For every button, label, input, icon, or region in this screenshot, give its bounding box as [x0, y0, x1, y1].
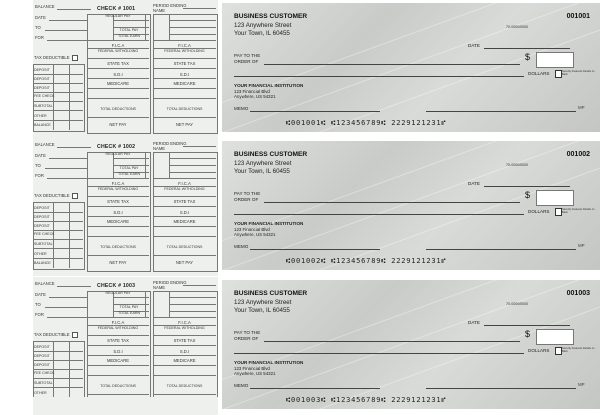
customer-street: 123 Anywhere Street [234, 160, 292, 167]
pay-to-label: PAY TO THE [234, 330, 261, 335]
check-stub: BALANCE CHECK # 1001 PERIOD ENDING NAME DATE TO FOR REGULAR PAY TOTAL PAY TOTAL EARN F.I.C.A FEDERAL WITHOLDING STATE TAX S.D.I MEDICARE TOTAL DEDUCTIONS NET PAY F.I.C.A FEDERAL WITHOLDING STATE TAX S.D.I MEDICARE TOTAL DEDUCTIONS NET PAY TAX DEDUCTIBLE DEPOSIT DEPOSIT DEPOSIT FEE CHECK SUBTOTAL OTHER BALANCE [33, 0, 218, 138]
signature-line[interactable] [426, 249, 576, 250]
customer-name: BUSINESS CUSTOMER [234, 151, 308, 158]
routing-fraction: 70-0000/0000 [506, 302, 529, 306]
memo-line[interactable] [250, 249, 380, 250]
date-label: DATE [35, 292, 46, 297]
dollar-sign: $ [525, 52, 531, 62]
micr-line: ⑆001003⑆ ⑆123456789⑆ 2229121231⑈ [286, 396, 447, 404]
name-label: NAME [153, 285, 166, 290]
tax-deductible-checkbox[interactable] [72, 55, 78, 61]
check-stub: BALANCE CHECK # 1003 PERIOD ENDING NAME DATE TO FOR REGULAR PAY TOTAL PAY TOTAL EARN F.I.C.A FEDERAL WITHOLDING STATE TAX S.D.I MEDICARE TOTAL DEDUCTIONS F.I.C.A FEDERAL WITHOLDING STATE TAX S.D.I MEDICARE TOTAL DEDUCTIONS TAX DEDUCTIBLE DEPOSIT DEPOSIT DEPOSIT FEE CHECK SUBTOTAL OTHER [33, 277, 218, 415]
amount-words-line[interactable] [234, 76, 524, 77]
bank-street: 123 Financial Blvd [234, 227, 270, 232]
tax-deductible-label: TAX DEDUCTIBLE [34, 193, 70, 198]
bank-name: YOUR FINANCIAL INSTITUTION [234, 83, 304, 88]
order-of-label: ORDER OF [234, 336, 259, 341]
tax-deductible-label: TAX DEDUCTIBLE [34, 55, 70, 60]
for-label: FOR [35, 173, 44, 178]
lock-icon [555, 208, 562, 216]
amount-words-line[interactable] [234, 214, 524, 215]
signature-line[interactable] [426, 388, 576, 389]
micr-line: ⑆001001⑆ ⑆123456789⑆ 2229121231⑈ [286, 119, 447, 127]
payee-line[interactable] [264, 64, 520, 65]
security-features-note: Security Features Details on Back [562, 208, 595, 215]
for-label: FOR [35, 312, 44, 317]
memo-label: MEMO [234, 383, 249, 388]
dollars-label: DOLLARS [528, 348, 550, 353]
check-number: 001001 [566, 13, 590, 20]
bank-name: YOUR FINANCIAL INSTITUTION [234, 221, 304, 226]
micr-line: ⑆001002⑆ ⑆123456789⑆ 2229121231⑈ [286, 257, 447, 265]
dollar-sign: $ [525, 329, 531, 339]
routing-fraction: 70-0000/0000 [506, 163, 529, 167]
customer-city: Your Town, IL 60455 [234, 168, 290, 175]
order-of-label: ORDER OF [234, 197, 259, 202]
check [222, 280, 600, 409]
date-label: DATE [468, 320, 480, 325]
order-of-label: ORDER OF [234, 59, 259, 64]
to-label: TO [35, 302, 41, 307]
check [222, 3, 600, 132]
check-row [0, 138, 600, 276]
payee-line[interactable] [264, 341, 520, 342]
pay-to-label: PAY TO THE [234, 53, 261, 58]
date-line[interactable] [484, 325, 570, 326]
check-stub: BALANCE CHECK # 1002 PERIOD ENDING NAME DATE TO FOR REGULAR PAY TOTAL PAY TOTAL EARN F.I.C.A FEDERAL WITHOLDING STATE TAX S.D.I MEDICARE TOTAL DEDUCTIONS NET PAY F.I.C.A FEDERAL WITHOLDING STATE TAX S.D.I MEDICARE TOTAL DEDUCTIONS NET PAY TAX DEDUCTIBLE DEPOSIT DEPOSIT DEPOSIT FEE CHECK SUBTOTAL OTHER BALANCE [33, 138, 218, 276]
for-label: FOR [35, 35, 44, 40]
memo-line[interactable] [250, 388, 380, 389]
date-label: DATE [468, 43, 480, 48]
memo-label: MEMO [234, 106, 249, 111]
stub-check-number: CHECK # 1002 [97, 144, 136, 150]
pay-to-label: PAY TO THE [234, 191, 261, 196]
check-row [0, 0, 600, 138]
security-features-note: Security Features Details on Back [562, 70, 595, 77]
check-number: 001003 [566, 290, 590, 297]
signature-line[interactable] [426, 111, 576, 112]
date-line[interactable] [484, 48, 570, 49]
bank-street: 123 Financial Blvd [234, 89, 270, 94]
mp-mark: MP [578, 382, 585, 387]
date-label: DATE [35, 153, 46, 158]
tax-deductible-label: TAX DEDUCTIBLE [34, 332, 70, 337]
bank-name: YOUR FINANCIAL INSTITUTION [234, 360, 304, 365]
name-label: NAME [153, 146, 166, 151]
amount-words-line[interactable] [234, 353, 524, 354]
stub-check-number: CHECK # 1001 [97, 6, 136, 12]
dollars-label: DOLLARS [528, 209, 550, 214]
date-label: DATE [35, 15, 46, 20]
dollars-label: DOLLARS [528, 71, 550, 76]
lock-icon [555, 70, 562, 78]
tax-deductible-checkbox[interactable] [72, 332, 78, 338]
bank-city: Anywhere, US 54321 [234, 94, 276, 99]
customer-street: 123 Anywhere Street [234, 299, 292, 306]
customer-city: Your Town, IL 60455 [234, 307, 290, 314]
customer-city: Your Town, IL 60455 [234, 30, 290, 37]
balance-label: BALANCE [35, 142, 55, 147]
stub-bottom-strip [33, 397, 218, 415]
amount-box[interactable] [536, 329, 574, 345]
period-ending-label: PERIOD ENDING [153, 141, 187, 146]
customer-name: BUSINESS CUSTOMER [234, 290, 308, 297]
check [222, 141, 600, 270]
bank-street: 123 Financial Blvd [234, 366, 270, 371]
customer-name: BUSINESS CUSTOMER [234, 13, 308, 20]
mp-mark: MP [578, 105, 585, 110]
memo-label: MEMO [234, 244, 249, 249]
date-label: DATE [468, 181, 480, 186]
amount-box[interactable] [536, 52, 574, 68]
customer-street: 123 Anywhere Street [234, 22, 292, 29]
routing-fraction: 70-0000/0000 [506, 25, 529, 29]
check-number: 001002 [566, 151, 590, 158]
to-label: TO [35, 163, 41, 168]
to-label: TO [35, 25, 41, 30]
balance-label: BALANCE [35, 281, 55, 286]
bank-city: Anywhere, US 54321 [234, 232, 276, 237]
lock-icon [555, 347, 562, 355]
dollar-sign: $ [525, 190, 531, 200]
amount-box[interactable] [536, 190, 574, 206]
name-label: NAME [153, 8, 166, 13]
payee-line[interactable] [264, 202, 520, 203]
mp-mark: MP [578, 243, 585, 248]
tax-deductible-checkbox[interactable] [72, 193, 78, 199]
security-features-note: Security Features Details on Back [562, 347, 595, 354]
bank-city: Anywhere, US 54321 [234, 371, 276, 376]
balance-label: BALANCE [35, 4, 55, 9]
period-ending-label: PERIOD ENDING [153, 280, 187, 285]
period-ending-label: PERIOD ENDING [153, 3, 187, 8]
check-row [0, 277, 600, 415]
stub-check-number: CHECK # 1003 [97, 283, 136, 289]
memo-line[interactable] [250, 111, 380, 112]
date-line[interactable] [484, 186, 570, 187]
